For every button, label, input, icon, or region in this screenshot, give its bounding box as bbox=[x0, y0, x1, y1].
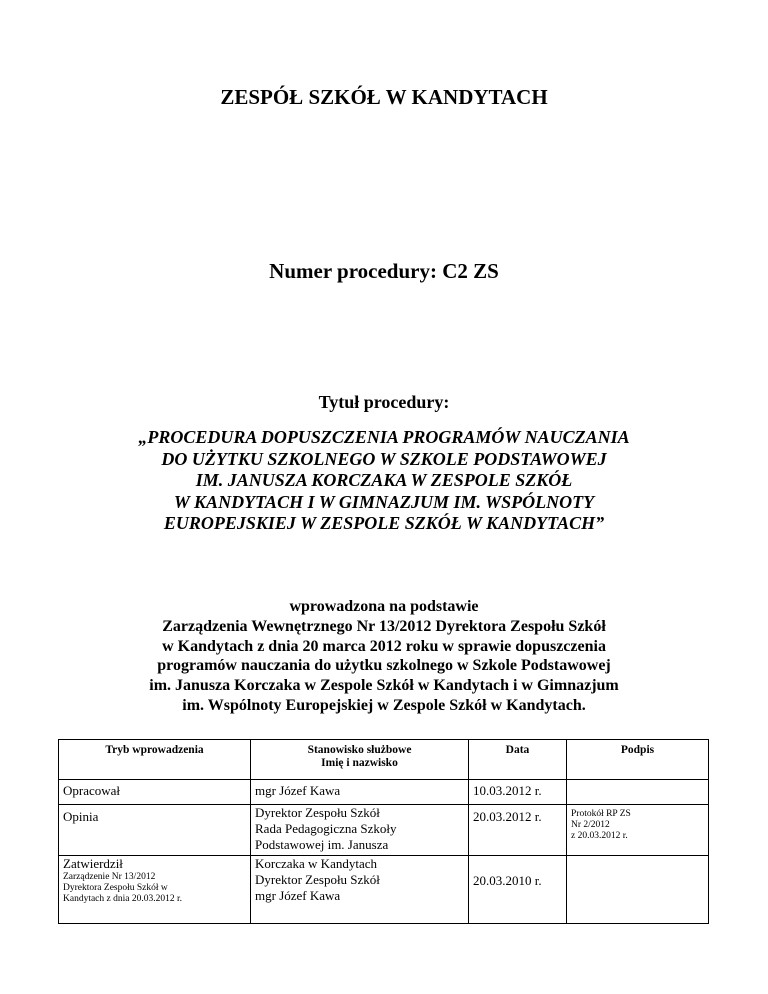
cell-position bbox=[251, 805, 469, 856]
position-line: Podstawowej im. Janusza bbox=[255, 837, 389, 852]
cell-position bbox=[251, 856, 469, 924]
cell-date: 10.03.2012 r. bbox=[469, 780, 567, 805]
table-header-row bbox=[59, 740, 709, 780]
header-position-line1: Stanowisko służbowe bbox=[307, 744, 412, 756]
cell-date: 20.03.2010 r. bbox=[469, 856, 567, 924]
mode-label: Zatwierdził bbox=[63, 856, 123, 871]
cell-mode: Opracował bbox=[59, 780, 251, 805]
position-line: Dyrektor Zespołu Szkół bbox=[255, 805, 380, 820]
position-line: mgr Józef Kawa bbox=[255, 783, 341, 798]
header-position-line2: Imię i nazwisko bbox=[321, 757, 398, 769]
position-line: Rada Pedagogiczna Szkoły bbox=[255, 821, 397, 836]
signature-line: Nr 2/2012 bbox=[571, 820, 610, 830]
header-date: Data bbox=[469, 740, 567, 780]
introduction-line: im. Janusza Korczaka w Zespole Szkół w Kandytach i w Gimnazjum bbox=[149, 677, 619, 695]
procedure-title-label: Tytuł procedury: bbox=[318, 392, 450, 412]
procedure-title-line: EUROPEJSKIEJ W ZESPOLE SZKÓŁ W KANDYTACH” bbox=[163, 513, 605, 533]
mode-note-line: Zarządzenie Nr 13/2012 bbox=[63, 872, 156, 882]
signature-line: Protokół RP ZS bbox=[571, 809, 631, 819]
table-row bbox=[59, 780, 709, 805]
table-row bbox=[59, 856, 709, 924]
cell-date: 20.03.2012 r. bbox=[469, 805, 567, 856]
mode-note-line: Dyrektora Zespołu Szkół w bbox=[63, 883, 168, 893]
procedure-title-line: DO UŻYTKU SZKOLNEGO W SZKOLE PODSTAWOWEJ bbox=[161, 448, 607, 469]
procedure-number: Numer procedury: C2 ZS bbox=[269, 259, 499, 283]
introduction-basis bbox=[60, 597, 708, 716]
mode-note-line: Kandytach z dnia 20.03.2012 r. bbox=[63, 894, 182, 904]
introduction-line: wprowadzona na podstawie bbox=[289, 598, 479, 615]
introduction-line: w Kandytach z dnia 20 marca 2012 roku w sprawie dopuszczenia bbox=[162, 637, 606, 655]
cell-mode bbox=[59, 856, 251, 924]
approval-table bbox=[58, 739, 709, 924]
introduction-line: im. Wspólnoty Europejskiej w Zespole Szkół w Kandytach. bbox=[182, 696, 586, 714]
header-position bbox=[251, 740, 469, 780]
introduction-line: programów nauczania do użytku szkolnego w Szkole Podstawowej bbox=[157, 657, 611, 675]
school-name-heading: ZESPÓŁ SZKÓŁ W KANDYTACH bbox=[220, 85, 548, 109]
position-line: Korczaka w Kandytach bbox=[255, 856, 377, 871]
cell-position bbox=[251, 780, 469, 805]
signature-line: z 20.03.2012 r. bbox=[571, 831, 628, 841]
cell-signature bbox=[567, 805, 709, 856]
table-row bbox=[59, 805, 709, 856]
header-signature: Podpis bbox=[567, 740, 709, 780]
position-line: mgr Józef Kawa bbox=[255, 888, 341, 903]
procedure-title-line: „PROCEDURA DOPUSZCZENIA PROGRAMÓW NAUCZANIA bbox=[138, 427, 630, 447]
cell-signature bbox=[567, 856, 709, 924]
header-mode: Tryb wprowadzenia bbox=[59, 740, 251, 780]
cell-mode: Opinia bbox=[59, 805, 251, 856]
position-line: Dyrektor Zespołu Szkół bbox=[255, 872, 380, 887]
cell-signature bbox=[567, 780, 709, 805]
introduction-line: Zarządzenia Wewnętrznego Nr 13/2012 Dyrektora Zespołu Szkół bbox=[162, 617, 606, 635]
procedure-title-line: W KANDYTACH I W GIMNAZJUM IM. WSPÓLNOTY bbox=[173, 491, 595, 512]
procedure-title bbox=[60, 427, 708, 535]
procedure-title-line: IM. JANUSZA KORCZAKA W ZESPOLE SZKÓŁ bbox=[195, 470, 573, 490]
